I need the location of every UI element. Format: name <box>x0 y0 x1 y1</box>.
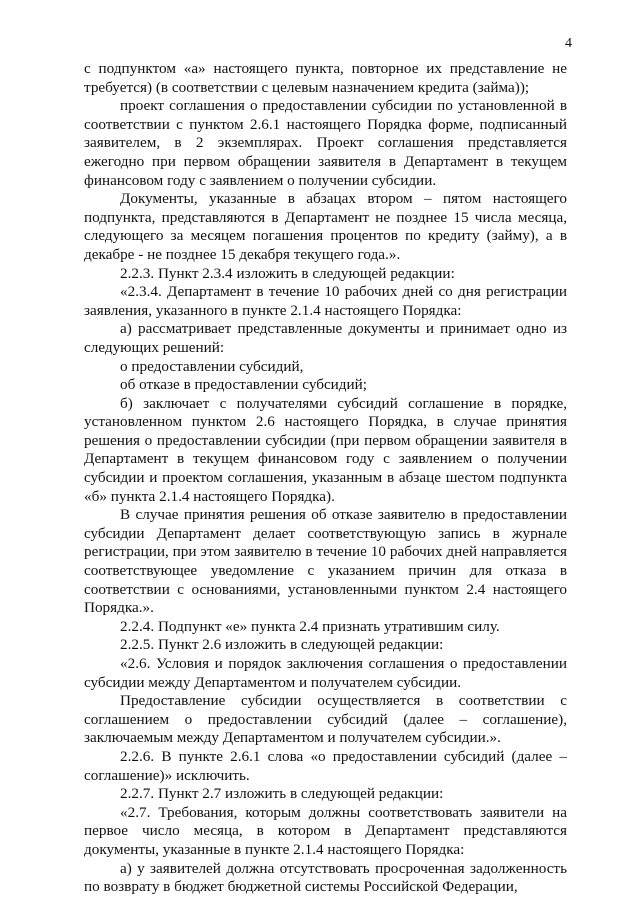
paragraph: Документы, указанные в абзацах втором – пятом настоящего подпункта, представляются в Департамент не позднее 15 числа месяца, следующего за месяцем погашения процентов по кредиту (займу), а в декабре - не позднее 15 декабря текущего года.». <box>84 190 567 263</box>
paragraph: 2.2.5. Пункт 2.6 изложить в следующей редакции: <box>120 636 444 654</box>
paragraph: а) у заявителей должна отсутствовать просроченная задолженность по возврату в бюджет бюджетной системы Российской Федерации, <box>84 859 567 896</box>
paragraph: «2.3.4. Департамент в течение 10 рабочих дней со дня регистрации заявления, указанного в пункте 2.1.4 настоящего Порядка: <box>84 283 567 319</box>
page-number: 4 <box>565 36 572 51</box>
paragraph: 2.2.4. Подпункт «е» пункта 2.4 признать утратившим силу. <box>120 617 500 635</box>
paragraph: Предоставление субсидии осуществляется в соответствии с соглашением о предоставлении субсидий (далее – соглашение), заключаемым между Департаментом и получателем субсидии.». <box>84 692 567 747</box>
paragraph: об отказе в предоставлении субсидий; <box>120 376 368 394</box>
paragraph: проект соглашения о предоставлении субсидии по установленной в соответствии с пунктом 2.6.1 настоящего Порядка форме, подписанный заявителем, в 2 экземплярах. Проект соглашения представляется ежегодно при первом обращении заявителя в Департамент в текущем финансовом году с заявлением о получении субсидии. <box>84 97 567 189</box>
paragraph: а) рассматривает представленные документы и принимает одно из следующих решений: <box>84 320 567 356</box>
paragraph: 2.2.7. Пункт 2.7 изложить в следующей редакции: <box>120 785 444 803</box>
document-body <box>84 60 567 897</box>
paragraph: б) заключает с получателями субсидий соглашение в порядке, установленном пунктом 2.6 настоящего Порядка, в случае принятия решения о предоставлении субсидии (при первом обращении заявителя в Департамент в текущем финансовом году с заявлением о получении субсидии и проектом соглашения, указанным в абзаце шестом подпункта «б» пункта 2.1.4 настоящего Порядка). <box>84 394 567 505</box>
paragraph: 2.2.6. В пункте 2.6.1 слова «о предоставлении субсидий (далее – соглашение)» исключить. <box>84 747 567 784</box>
paragraph: «2.7. Требования, которым должны соответствовать заявители на первое число месяца, в котором в Департамент представляются документы, указанные в пункте 2.1.4 настоящего Порядка: <box>84 803 567 858</box>
paragraph: с подпунктом «а» настоящего пункта, повторное их представление не требуется) (в соответствии с целевым назначением кредита (займа)); <box>84 60 567 96</box>
paragraph: 2.2.3. Пункт 2.3.4 изложить в следующей редакции: <box>120 264 455 282</box>
paragraph: о предоставлении субсидий, <box>120 357 304 375</box>
paragraph: «2.6. Условия и порядок заключения соглашения о предоставлении субсидии между Департаментом и получателем субсидии. <box>84 655 567 691</box>
paragraph: В случае принятия решения об отказе заявителю в предоставлении субсидии Департамент делает соответствующую запись в журнале регистрации, при этом заявителю в течение 10 рабочих дней направляется соответствующее уведомление с указанием причин для отказа в соответствии с основаниями, установленными пунктом 2.4 настоящего Порядка.». <box>84 506 567 617</box>
